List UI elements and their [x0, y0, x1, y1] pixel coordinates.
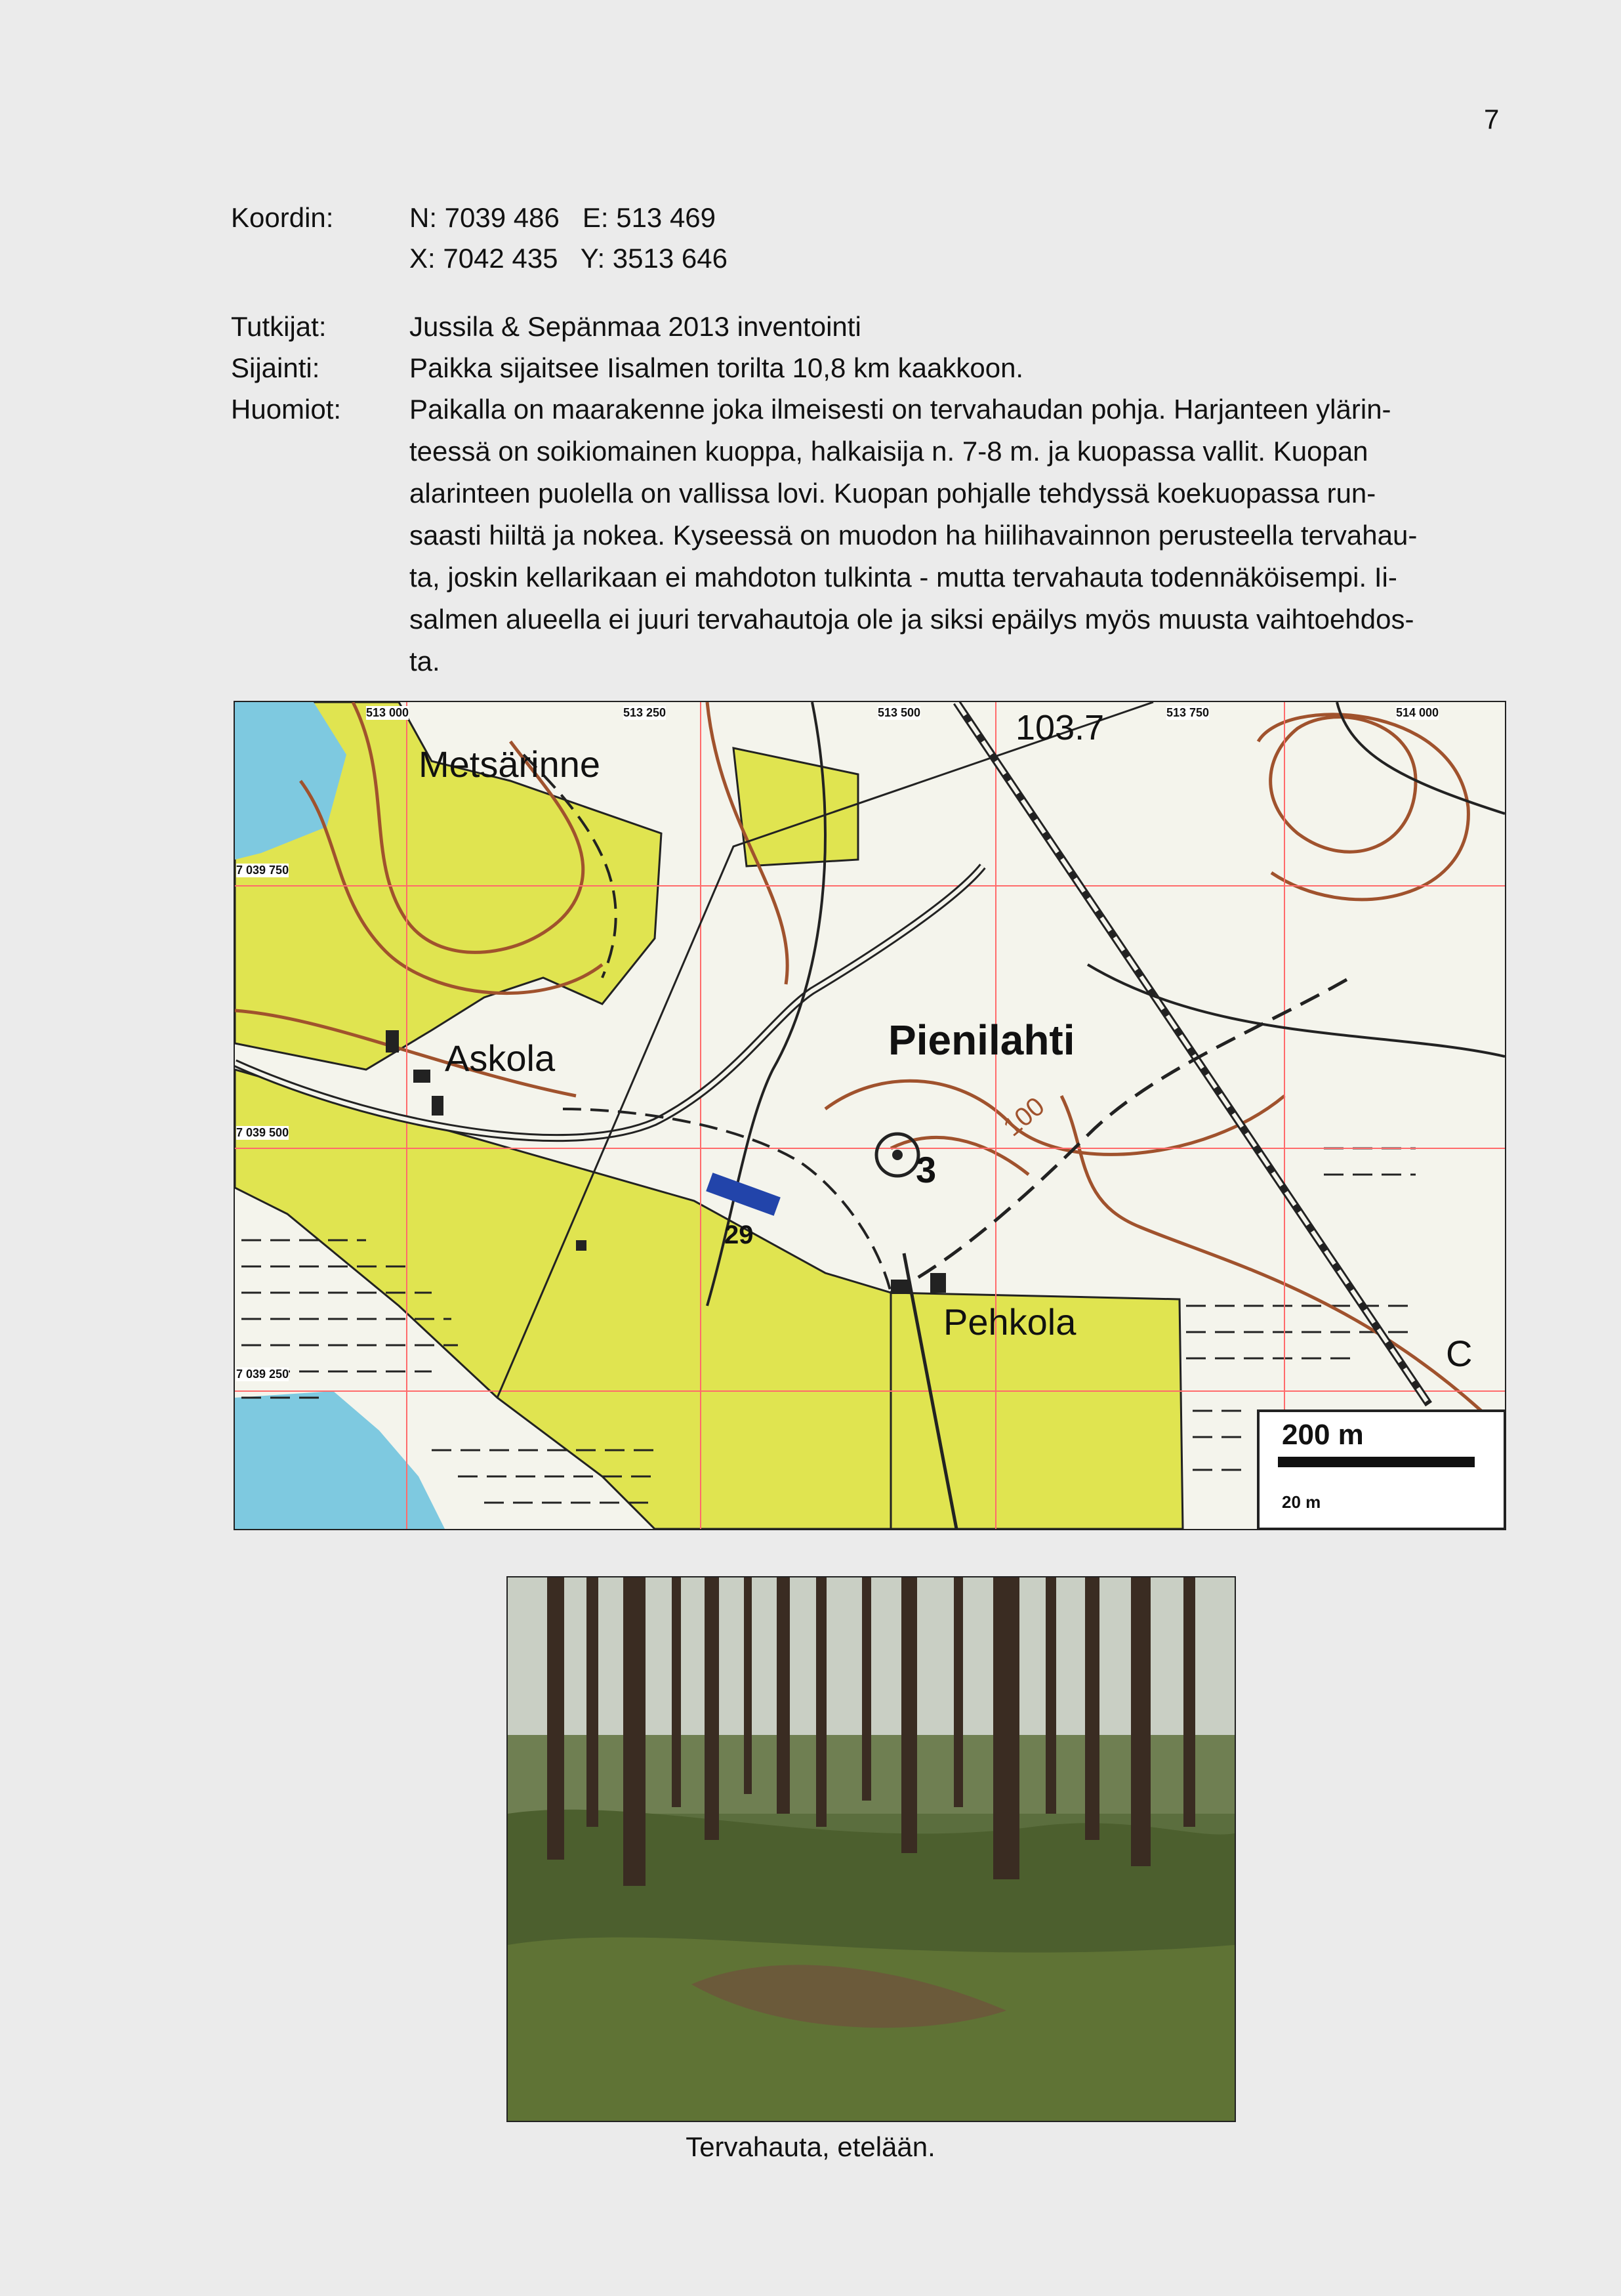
grid-label-x: 513 250	[623, 706, 667, 719]
huomiot-line: ta, joskin kellarikaan ei mahdoton tulkinta - mutta tervahauta todennäköisempi. Ii-	[409, 562, 1397, 593]
elevation-label: 103.7	[1016, 708, 1105, 747]
photo-caption: Tervahauta, etelään.	[686, 2131, 935, 2162]
page-number: 7	[1484, 104, 1500, 135]
map-drawing	[235, 702, 1505, 1529]
koordin-label: Koordin:	[231, 202, 334, 233]
huomiot-line: alarinteen puolella on vallissa lovi. Kuopan pohjalle tehdyssä koekuopassa run-	[409, 478, 1376, 509]
site-number: 3	[916, 1149, 937, 1190]
corner-symbol: C	[1446, 1333, 1473, 1374]
grid-label-x: 513 000	[366, 706, 409, 719]
scale-sub-label: 20 m	[1282, 1492, 1321, 1512]
grid-label-y: 7 039 750	[236, 864, 289, 877]
scale-label: 200 m	[1282, 1419, 1364, 1451]
koordin-line1: N: 7039 486 E: 513 469	[409, 202, 716, 233]
contour-label: 100	[998, 1091, 1050, 1142]
sijainti-value: Paikka sijaitsee Iisalmen torilta 10,8 km kaakkoon.	[409, 352, 1024, 383]
site-photo	[506, 1576, 1236, 2122]
place-name: Pehkola	[943, 1301, 1077, 1343]
grid-label-x: 513 750	[1166, 706, 1210, 719]
grid-label-x: 513 500	[878, 706, 921, 719]
grid-label-x: 514 000	[1396, 706, 1439, 719]
place-name: Pienilahti	[888, 1016, 1075, 1064]
forest-photo	[508, 1577, 1235, 2121]
sijainti-label: Sijainti:	[231, 352, 320, 383]
huomiot-text	[409, 388, 1518, 682]
koordin-line2: X: 7042 435 Y: 3513 646	[409, 243, 728, 274]
marker-label: 29	[724, 1221, 754, 1249]
site-dot	[892, 1150, 903, 1160]
tutkijat-value: Jussila & Sepänmaa 2013 inventointi	[409, 311, 861, 342]
huomiot-line: saasti hiiltä ja nokea. Kyseessä on muodon ha hiilihavainnon perusteella tervahau-	[409, 520, 1418, 551]
huomiot-line: teessä on soikiomainen kuoppa, halkaisija n. 7-8 m. ja kuopassa vallit. Kuopan	[409, 436, 1368, 467]
huomiot-label: Huomiot:	[231, 394, 342, 425]
grid-label-y: 7 039 250	[236, 1367, 289, 1381]
water-area	[235, 1391, 445, 1529]
place-name: Askola	[445, 1037, 556, 1079]
huomiot-line: ta.	[409, 646, 440, 677]
tutkijat-label: Tutkijat:	[231, 311, 327, 342]
site-marker	[706, 1173, 781, 1216]
grid-label-y: 7 039 500	[236, 1126, 289, 1139]
scale-bar	[1278, 1457, 1475, 1467]
topographic-map	[234, 701, 1506, 1530]
huomiot-line: salmen alueella ei juuri tervahautoja ole ja siksi epäilys myös muusta vaihtoehdos-	[409, 604, 1414, 635]
huomiot-line: Paikalla on maarakenne joka ilmeisesti on tervahaudan pohja. Harjanteen ylärin-	[409, 394, 1391, 425]
place-name: Metsärinne	[419, 743, 601, 785]
